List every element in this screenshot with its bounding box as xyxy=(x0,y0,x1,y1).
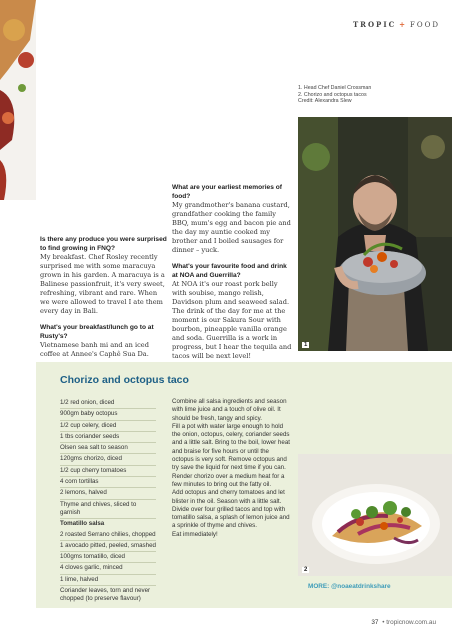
credit-line: Credit: Alexandra Slew xyxy=(298,98,352,105)
ingredient-item: 4 corn tortillas xyxy=(60,477,156,488)
section-name: TROPIC xyxy=(352,20,397,29)
ingredient-item: Thyme and chives, sliced to garnish xyxy=(60,500,156,520)
ingredient-item: 2 roasted Serrano chilies, chopped xyxy=(60,530,156,541)
footer-separator: • xyxy=(382,619,385,626)
ingredient-item: 2 lemons, halved xyxy=(60,488,156,499)
recipe-title: Chorizo and octopus taco xyxy=(60,374,189,386)
qa-column-middle xyxy=(172,184,294,369)
method-step: Divide over four grilled tacos and top with tomatillo salsa, a splash of lemon juice and a sprinkle of thyme and chives. xyxy=(172,505,290,530)
qa-column-left xyxy=(40,236,168,367)
ingredient-item: 4 cloves garlic, minced xyxy=(60,563,156,574)
ingredient-item: 1/2 cup celery, diced xyxy=(60,421,156,432)
photo-number: 1 xyxy=(304,342,308,348)
credit-line: 1. Head Chef Daniel Crossman xyxy=(298,85,372,91)
ingredient-item: 1 avocado pitted, peeled, smashed xyxy=(60,541,156,552)
ingredient-item: 120gms chorizo, diced xyxy=(60,454,156,465)
interview-answer: My grandmother's banana custard, grandfather cooking the family BBQ, mum's egg and bacon pie and the day my auntie cooked my brother and I boiled sausages for dinner – yuck. xyxy=(172,201,291,255)
ingredient-item: 1 tbs coriander seeds xyxy=(60,432,156,443)
chef-photo xyxy=(298,117,452,351)
header-separator: + xyxy=(399,20,408,29)
ingredient-list xyxy=(60,398,156,605)
website-link[interactable]: tropicnow.com.au xyxy=(386,619,436,626)
page-number: 37 xyxy=(371,619,379,626)
recipe-method xyxy=(172,398,290,539)
credit-line: 2. Chorizo and octopus tacos xyxy=(298,91,367,98)
page-footer xyxy=(371,619,436,626)
interview-answer: The drink of the day for me at the moment is our Sakura Sour with bourbon, pineapple vanilla orange and soda. Guerrilla is a work in progress, but I hear the tequila and tacos will be next level! xyxy=(172,307,292,361)
interview-answer: At NOA it's our roast pork belly with soubise, mango relish, Davidson plum and seaweed salad. xyxy=(172,280,290,307)
interview-answer: Vietnamese banh mi and an iced coffee at Annee's Caphê Sua Da. xyxy=(40,341,149,359)
method-step: Add octopus and cherry tomatoes and let blister in the oil. Season with a little salt. xyxy=(172,489,285,505)
taco-photo xyxy=(298,454,452,576)
section-header xyxy=(353,20,440,29)
ingredient-item: 900gm baby octopus xyxy=(60,409,156,420)
method-step: Render chorizo over a medium heat for a few minutes to bring out the fatty oil. xyxy=(172,472,285,488)
interview-question: What's your favourite food and drink at NOA and Guerrilla? xyxy=(172,263,287,279)
ingredient-item: 1 lime, halved xyxy=(60,575,156,586)
ingredient-item: Olsen sea salt to season xyxy=(60,443,156,454)
method-step: Fill a pot with water large enough to hold the onion, octopus, celery, coriander seeds and a little salt. Bring to the boil, lower heat and braise for five hours or until the octopus is very soft. Remove octopus and try save the liquid for next time if you can. xyxy=(172,422,290,472)
photo-number: 2 xyxy=(304,567,308,573)
ingredient-item: Coriander leaves, torn and never chopped (to preserve flavour) xyxy=(60,587,151,603)
interview-answer: My breakfast. Chef Rosley recently surprised me with some maracuya grown in his garden. A maracuya is a Balinese passionfruit, it's very sweet, refreshing, vibrant and rare. When we were allowed to travel I ate them every day in Bali. xyxy=(40,253,165,316)
method-step: Combine all salsa ingredients and season with lime juice and a touch of olive oil. It should be fresh, tangy and spicy. xyxy=(172,398,287,422)
interview-question: Is there any produce you were surprised to find growing in FNQ? xyxy=(40,236,167,252)
ingredient-item: 1/2 cup cherry tomatoes xyxy=(60,466,156,477)
interview-question: What's your breakfast/lunch go to at Rusty's? xyxy=(40,324,154,340)
salsa-subheading: Tomatillo salsa xyxy=(60,520,105,528)
method-step: Eat immediately! xyxy=(172,530,218,538)
ingredient-item: 100gms tomatillo, diced xyxy=(60,552,156,563)
side-food-photo xyxy=(0,0,36,200)
more-social-link[interactable]: MORE: @noaeatdrinkshare xyxy=(308,583,391,590)
photo-credits xyxy=(298,85,448,105)
section-topic: FOOD xyxy=(410,21,440,29)
ingredient-item: 1/2 red onion, diced xyxy=(60,398,156,409)
interview-question: What are your earliest memories of food? xyxy=(172,184,282,200)
